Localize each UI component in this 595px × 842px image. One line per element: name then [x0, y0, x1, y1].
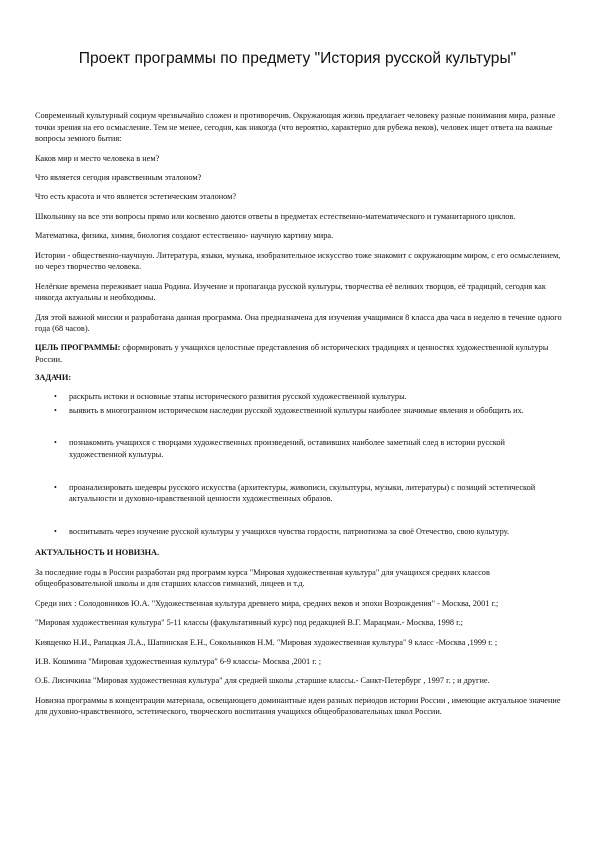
- list-item: [35, 391, 563, 403]
- question-moral: Что является сегодня нравственным эталоном?: [35, 172, 202, 182]
- reference-item: Киященко Н.И., Рапацкая Л.А., Шапинская Е.Н., Сокольников Н.М. "Мировая художественная культура" 9 класс -Москва ,1999 г. ;: [35, 637, 498, 647]
- reference-item: "Мировая художественная культура" 5-11 классы (факультативный курс) под редакцией В.Г. Марацман.- Москва, 1998 г.;: [35, 618, 463, 628]
- task-text: воспитывать через изучение русской культуры у учащихся чувства гордости, патриотизма за своё Отечество, свою культуру.: [69, 526, 510, 536]
- list-item: [35, 437, 563, 460]
- novelty-paragraph: Новизна программы в концентрации материала, освещающего доминантные идеи разных периодов истории России , имеющие актуальное значение для духовно-нравственного, эстетического, творческого воспитания учащихся общеобразовательных школ России.: [35, 695, 561, 717]
- bullet-icon: •: [54, 526, 57, 536]
- bullet-icon: •: [54, 482, 57, 492]
- reference-item: И.В. Кошмина "Мировая художественная культура" 6-9 классы- Москва ,2001 г. ;: [35, 656, 322, 666]
- goal-paragraph: [35, 342, 563, 365]
- intro-paragraph: Математика, физика, химия, биология создают естественно- научную картину мира.: [35, 231, 334, 241]
- intro-paragraph: Нелёгкие времена переживает наша Родина. Изучение и пропаганда русской культуры, творчества её великих творцов, её традиций, сегодня как никогда актуальны и необходимы.: [35, 281, 546, 303]
- question-world: Каков мир и место человека в нем?: [35, 153, 160, 163]
- task-text: проанализировать шедевры русского искусства (архитектуры, живописи, скульптуры, музыки, литературы) с позиций эстетической актуальности и духовно-нравственной ценности художественных образов.: [69, 482, 536, 504]
- goal-text: сформировать у учащихся целостные представления об исторических традициях и ценностях художественной культуры России.: [35, 343, 549, 365]
- intro-paragraph: Школьнику на все эти вопросы прямо или косвенно даются ответы в предметах естественно-математического и гуманитарного циклов.: [35, 211, 516, 221]
- tasks-list: [35, 391, 563, 537]
- bullet-icon: •: [54, 405, 57, 415]
- reference-item: Среди них : Солодовников Ю.А. "Художественная культура древнего мира, средних веков и эпохи Возрождения" - Москва, 2001 г.;: [35, 598, 499, 608]
- task-text: раскрыть истоки и основные этапы исторического развития русской художественной культуры.: [69, 392, 407, 402]
- document-title: Проект программы по предмету "История русской культуры": [78, 50, 517, 67]
- list-item: [35, 405, 563, 417]
- question-beauty: Что есть красота и что является эстетическим эталоном?: [35, 192, 237, 202]
- goal-label: ЦЕЛЬ ПРОГРАММЫ:: [35, 343, 121, 353]
- list-item: [35, 526, 563, 538]
- intro-paragraph: Для этой важной миссии и разработана данная программа. Она предназначена для изучения учащимися 8 класса два часа в неделю в течение одного года (68 часов).: [35, 312, 562, 334]
- actuality-paragraph: За последние годы в России разработан ряд программ курса "Мировая художественная культура" для учащихся средних классов общеобразовательной школы и для старших классов гимназий, лицеев и т.д.: [35, 567, 490, 589]
- bullet-icon: •: [54, 392, 57, 402]
- list-item: [35, 482, 563, 505]
- bullet-icon: •: [54, 438, 57, 448]
- reference-item: О.Б. Лисичкина "Мировая художественная культура" для средней школы ,старшие классы.- Санкт-Петербург , 1997 г. ; и другие.: [35, 676, 490, 686]
- actuality-heading: АКТУАЛЬНОСТЬ И НОВИЗНА.: [35, 548, 160, 558]
- document-body: [35, 110, 563, 726]
- task-text: выявить в многогранном историческом наследии русской художественной культуры наиболее значимые явления и обобщить их.: [69, 405, 524, 415]
- task-text: познакомить учащихся с творцами художественных произведений, оставивших наиболее заметный след в истории русской художественной культуры.: [69, 438, 505, 460]
- intro-paragraph: Современный культурный социум чрезвычайно сложен и противоречив. Окружающая жизнь предлагает человеку разные понимания мира, разные точки зрения на его осмысление. Тем не менее, сегодня, как никогда (что вероятно, характерно для рубежа веков), человек ищет ответа на важные вопросы земного бытия:: [35, 111, 556, 144]
- tasks-heading: ЗАДАЧИ:: [35, 372, 72, 382]
- intro-paragraph: Истории - общественно-научную. Литература, языки, музыка, изобразительное искусство тоже знакомит с окружающим миром, с его осмыслением, но через творчество человека.: [35, 250, 561, 272]
